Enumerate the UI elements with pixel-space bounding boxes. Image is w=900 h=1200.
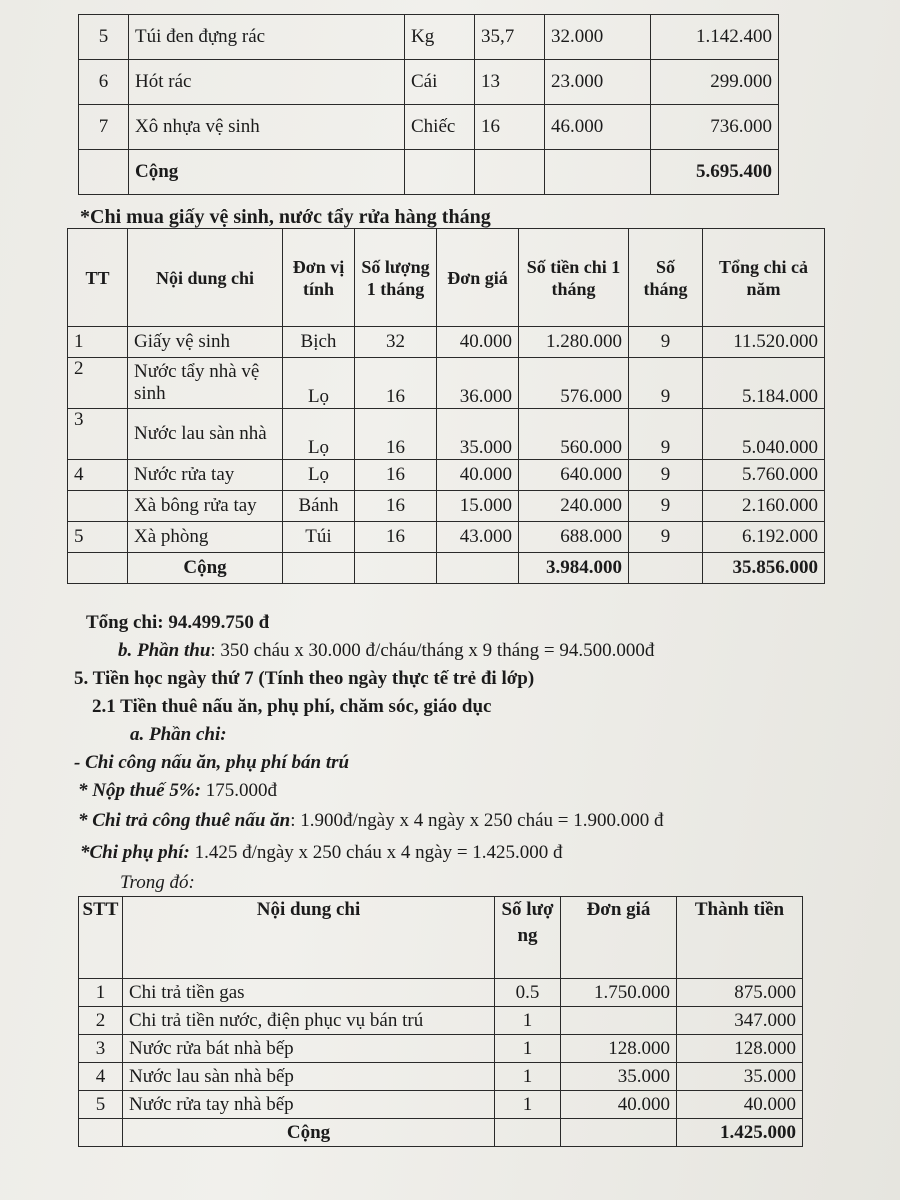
stt-cell: 4 [79,1063,123,1091]
stt-cell: 2 [79,1007,123,1035]
cooking-expense-line: - Chi công nấu ăn, phụ phí bán trú [74,752,350,773]
price-cell: 128.000 [561,1035,677,1063]
qty-cell: 16 [475,105,545,150]
year-total-cell: 5.760.000 [703,460,825,491]
heading-5: 5. Tiền học ngày thứ 7 (Tính theo ngày thực tế trẻ đi lớp) [74,668,535,689]
month-cost-cell: 688.000 [519,522,629,553]
qty-cell: 35,7 [475,15,545,60]
cook-pay-line [78,810,664,832]
tt-cell: 5 [68,522,128,553]
extra-fee-line [80,842,563,864]
price-cell: 43.000 [437,522,519,553]
col-header-total: Thành tiền [677,897,803,979]
cook-pay-label: * Chi trả công thuê nấu ăn [78,810,291,831]
year-total-cell: 2.160.000 [703,491,825,522]
stt-cell: 5 [79,15,129,60]
year-total-cell: 6.192.000 [703,522,825,553]
col-header-price: Đơn giá [561,897,677,979]
col-header-months: Số tháng [629,229,703,327]
sum-row [79,1119,803,1147]
qty-cell: 16 [355,409,437,460]
table-row [79,15,779,60]
qty-cell: 13 [475,60,545,105]
price-cell: 40.000 [561,1091,677,1119]
income-value: : 350 cháu x 30.000 đ/cháu/tháng x 9 tháng = 94.500.000đ [210,640,655,661]
tax-line [78,780,277,802]
year-total-cell: 5.184.000 [703,358,825,409]
extra-fee-label: *Chi phụ phí: [80,842,190,863]
col-header-content: Nội dung chi [128,229,283,327]
unit-cell: Chiếc [405,105,475,150]
item-name-cell: Nước lau sàn nhà bếp [123,1063,495,1091]
tt-cell [68,491,128,522]
cook-pay-value: : 1.900đ/ngày x 4 ngày x 250 cháu = 1.900.000 đ [290,810,664,831]
header-row [79,897,803,979]
price-cell: 1.750.000 [561,979,677,1007]
price-cell: 40.000 [437,460,519,491]
of-which-label: Trong đó: [120,872,195,893]
col-header-unit: Đơn vị tính [283,229,355,327]
qty-cell: 0.5 [495,979,561,1007]
sum-total: 5.695.400 [651,150,779,195]
qty-cell: 1 [495,1007,561,1035]
year-total-cell: 11.520.000 [703,327,825,358]
price-cell: 46.000 [545,105,651,150]
col-header-qty: Số lượng 1 tháng [355,229,437,327]
total-cell: 1.142.400 [651,15,779,60]
months-cell: 9 [629,522,703,553]
sum-label: Cộng [128,553,283,584]
month-cost-cell: 576.000 [519,358,629,409]
price-cell: 36.000 [437,358,519,409]
expense-part-heading: a. Phần chi: [130,724,227,745]
stt-cell: 3 [79,1035,123,1063]
qty-cell: 32 [355,327,437,358]
table-row [79,979,803,1007]
fee-breakdown-table [78,896,803,1147]
table-row [79,1063,803,1091]
month-cost-cell: 640.000 [519,460,629,491]
total-cell: 128.000 [677,1035,803,1063]
item-name-cell: Xà phòng [128,522,283,553]
col-header-stt: STT [79,897,123,979]
sum-total: 1.425.000 [677,1119,803,1147]
stt-cell: 5 [79,1091,123,1119]
extra-fee-value: 1.425 đ/ngày x 250 cháu x 4 ngày = 1.425.000 đ [189,842,563,863]
item-name-cell: Túi đen đựng rác [129,15,405,60]
sum-row [79,150,779,195]
income-label: b. Phần thu [118,640,211,661]
tt-cell: 1 [68,327,128,358]
total-cell: 35.000 [677,1063,803,1091]
col-header-price: Đơn giá [437,229,519,327]
total-cell: 875.000 [677,979,803,1007]
price-cell [561,1007,677,1035]
months-cell: 9 [629,460,703,491]
total-cell: 347.000 [677,1007,803,1035]
item-name-cell: Chi trả tiền nước, điện phục vụ bán trú [123,1007,495,1035]
table-row [79,1035,803,1063]
price-cell: 23.000 [545,60,651,105]
year-total-cell: 5.040.000 [703,409,825,460]
table-row [68,327,825,358]
total-expense-line: Tổng chi: 94.499.750 đ [86,612,270,633]
item-name-cell: Nước rửa bát nhà bếp [123,1035,495,1063]
heading-2-1: 2.1 Tiền thuê nấu ăn, phụ phí, chăm sóc, giáo dục [92,696,492,717]
hygiene-supplies-table [67,228,825,584]
price-cell: 35.000 [561,1063,677,1091]
col-header-month-cost: Số tiền chi 1 tháng [519,229,629,327]
item-name-cell: Hót rác [129,60,405,105]
unit-cell: Bịch [283,327,355,358]
unit-cell: Lọ [283,409,355,460]
unit-cell: Lọ [283,358,355,409]
tt-cell: 3 [68,409,128,460]
sum-year-total: 35.856.000 [703,553,825,584]
months-cell: 9 [629,327,703,358]
item-name-cell: Nước tẩy nhà vệ sinh [128,358,283,409]
col-header-content: Nội dung chi [123,897,495,979]
tt-cell: 2 [68,358,128,409]
month-cost-cell: 240.000 [519,491,629,522]
stt-cell: 6 [79,60,129,105]
sum-label: Cộng [129,150,405,195]
qty-cell: 1 [495,1063,561,1091]
price-cell: 40.000 [437,327,519,358]
stt-cell: 7 [79,105,129,150]
header-row [68,229,825,327]
months-cell: 9 [629,409,703,460]
item-name-cell: Xà bông rửa tay [128,491,283,522]
table-row [68,460,825,491]
unit-cell: Túi [283,522,355,553]
total-cell: 736.000 [651,105,779,150]
item-name-cell: Nước rửa tay [128,460,283,491]
col-header-tt: TT [68,229,128,327]
income-line [118,640,654,662]
tax-label: * Nộp thuế 5%: [78,780,201,801]
months-cell: 9 [629,491,703,522]
qty-cell: 16 [355,522,437,553]
table-row [68,522,825,553]
table-row [79,1007,803,1035]
col-header-qty: Số lượng [495,897,561,979]
month-cost-cell: 560.000 [519,409,629,460]
price-cell: 32.000 [545,15,651,60]
tax-value: 175.000đ [200,780,277,801]
item-name-cell: Chi trả tiền gas [123,979,495,1007]
item-name-cell: Nước rửa tay nhà bếp [123,1091,495,1119]
sum-label: Cộng [123,1119,495,1147]
table-row [68,358,825,409]
unit-cell: Bánh [283,491,355,522]
table-row [68,409,825,460]
stt-cell: 1 [79,979,123,1007]
section-title: *Chi mua giấy vệ sinh, nước tẩy rửa hàng tháng [80,206,491,228]
qty-cell: 16 [355,358,437,409]
sum-month-cost: 3.984.000 [519,553,629,584]
qty-cell: 16 [355,460,437,491]
unit-cell: Cái [405,60,475,105]
unit-cell: Kg [405,15,475,60]
qty-cell: 16 [355,491,437,522]
price-cell: 35.000 [437,409,519,460]
total-cell: 299.000 [651,60,779,105]
total-cell: 40.000 [677,1091,803,1119]
col-header-year-total: Tổng chi cả năm [703,229,825,327]
qty-cell: 1 [495,1035,561,1063]
qty-cell: 1 [495,1091,561,1119]
item-name-cell: Xô nhựa vệ sinh [129,105,405,150]
table-row [79,105,779,150]
months-cell: 9 [629,358,703,409]
supplies-table [78,14,779,195]
item-name-cell: Nước lau sàn nhà [128,409,283,460]
sum-row [68,553,825,584]
unit-cell: Lọ [283,460,355,491]
tt-cell: 4 [68,460,128,491]
table-row [79,60,779,105]
price-cell: 15.000 [437,491,519,522]
item-name-cell: Giấy vệ sinh [128,327,283,358]
table-row [79,1091,803,1119]
table-row [68,491,825,522]
month-cost-cell: 1.280.000 [519,327,629,358]
